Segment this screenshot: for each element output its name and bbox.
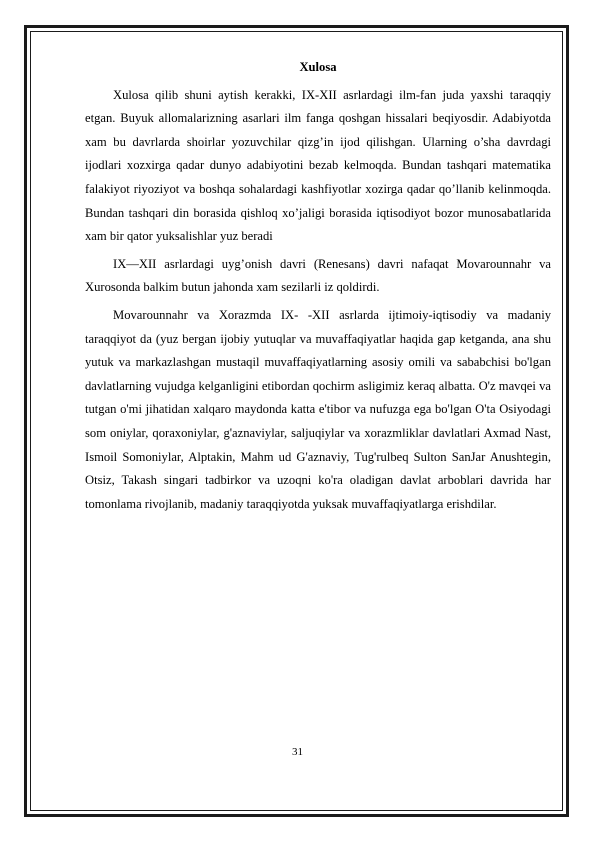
paragraph-renaissance: IX—XII asrlardagi uyg’onish davri (Renesans) davri nafaqat Movarounnahr va Xurosonda balkim butun jahonda xam sezilarli iz qoldirdi. bbox=[85, 256, 551, 295]
paragraph-states: Movarounnahr va Xorazmda IX- -XII asrlarda ijtimoiy-iqtisodiy va madaniy taraqqiyot da (yuz bergan ijobiy yutuqlar va muvaffaqiyatlar haqida gap ketganda, ana shu yutuk va markazlashgan mustaqil muvaffaqiyatlarning asosiy omili va sababchisi bo'lgan davlatlarning vujudga kelganligini etibordan qochirm asligimiz keraq albatta. O'z mavqei va tutgan o'mi jihatidan xalqaro maydonda katta e'tibor va nufuzga ega bo'lgan O'ta Osiyodagi som oniylar, qoraxoniylar, g'aznaviylar, saljuqiylar va xorazmliklar davlatlari Axmad Nast, Ismoil Somoniylar, Alptakin, Mahm ud G'aznaviy, Tug'rulbeq Sulton SanJar Anushtegin, Otsiz, Takash singari tadbirkor va uzoqni ko'ra oladigan davlat arboblari davrida har tomonlama rivojlanib, madaniy taraqqiyotda yuksak muvaffaqiyatlarga erishdilar. bbox=[85, 307, 551, 511]
document-body bbox=[85, 56, 551, 520]
page-number: 31 bbox=[292, 746, 303, 758]
paragraph-conclusion: Xulosa qilib shuni aytish kerakki, IX-XII asrlardagi ilm-fan juda yaxshi taraqqiy etgan. Buyuk allomalarizning asarlari ilm fanga qoshgan hissalari beqiyosdir. Adabiyotda xam bu davrlarda shoirlar yozuvchilar qizg’in ijod qilishgan. Ularning o’sha davrdagi ijodlari xozxirga qadar dunyo adabiyotini bezab kelmoqda. Bundan tashqari matematika falakiyot riyoziyot va boshqa sohalardagi kashfiyotlar xozirga qadar qo’llanib kelinmoqda. Bundan tashqari din borasida qishloq xo’jaligi borasida iqtisodiyot bozor munosabatlarida xam bir qator yuksalishlar yuz beradi bbox=[85, 87, 551, 244]
page-title: Xulosa bbox=[299, 60, 337, 74]
